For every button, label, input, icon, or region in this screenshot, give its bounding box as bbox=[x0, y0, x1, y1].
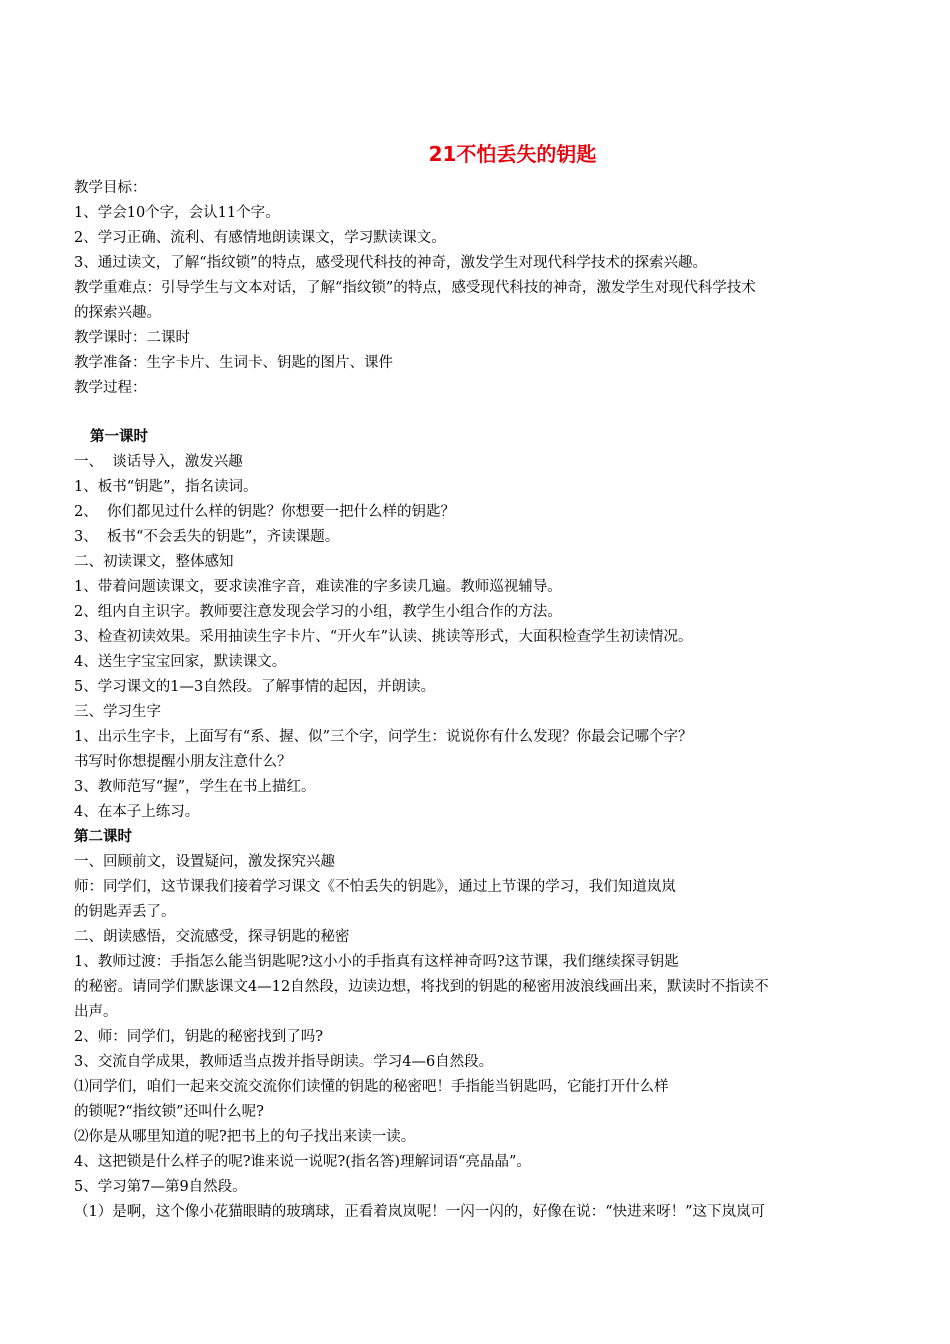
text-line: 二、朗读感悟，交流感受，探寻钥匙的秘密 bbox=[74, 929, 350, 945]
lesson-one-heading: 第一课时 bbox=[90, 429, 148, 445]
text-line: 的锁呢?“指纹锁”还叫什么呢? bbox=[74, 1104, 264, 1120]
text-line: 4、送生字宝宝回家，默读课文。 bbox=[74, 654, 287, 670]
text-line: 3、 板书“不会丢失的钥匙”，齐读课题。 bbox=[74, 529, 340, 545]
text-line: 2、组内自主识字。教师要注意发现会学习的小组，教学生小组合作的方法。 bbox=[74, 604, 562, 620]
text-line: ⑵你是从哪里知道的呢?把书上的句子找出来读一读。 bbox=[74, 1129, 416, 1145]
text-line: 1、出示生字卡，上面写有“系、握、似”三个字，问学生：说说你有什么发现？你最会记哪个字？ bbox=[74, 729, 693, 745]
text-line: 2、 你们都见过什么样的钥匙？你想要一把什么样的钥匙？ bbox=[74, 504, 455, 520]
text-line: 二、初读课文，整体感知 bbox=[74, 554, 234, 570]
text-line: 师：同学们，这节课我们接着学习课文《不怕丢失的钥匙》，通过上节课的学习，我们知道岚岚 bbox=[74, 879, 676, 895]
text-line: 2、学习正确、流利、有感情地朗读课文，学习默读课文。 bbox=[74, 230, 446, 246]
text-line: 1、板书“钥匙”，指名读词。 bbox=[74, 479, 258, 495]
text-line: 1、教师过渡：手指怎么能当钥匙呢?这小小的手指真有这样神奇吗?这节课，我们继续探寻钥匙 bbox=[74, 954, 679, 970]
text-line: （1）是啊，这个像小花猫眼睛的玻璃球，正看着岚岚呢！一闪一闪的，好像在说：“快进来呀！”这下岚岚可 bbox=[74, 1204, 766, 1220]
text-line: 4、在本子上练习。 bbox=[74, 804, 200, 820]
lesson-two-heading: 第二课时 bbox=[74, 829, 132, 845]
text-line: ⑴同学们，咱们一起来交流交流你们读懂的钥匙的秘密吧！手指能当钥匙吗，它能打开什么样 bbox=[74, 1079, 669, 1095]
text-line: 2、师：同学们，钥匙的秘密找到了吗? bbox=[74, 1029, 323, 1045]
text-line: 教学课时：二课时 bbox=[74, 330, 190, 346]
text-line: 5、学习第7—第9自然段。 bbox=[74, 1179, 247, 1195]
text-line: 3、交流自学成果，教师适当点拨并指导朗读。学习4—6自然段。 bbox=[74, 1054, 494, 1070]
text-line: 3、检查初读效果。采用抽读生字卡片、“开火车”认读、挑读等形式，大面积检查学生初读情况。 bbox=[74, 629, 693, 645]
text-line: 的秘密。请同学们默毖课文4—12自然段，边读边想，将找到的钥匙的秘密用波浪线画出来，默读时不指读不 bbox=[74, 979, 769, 995]
text-line: 的钥匙弄丢了。 bbox=[74, 904, 176, 920]
document-title: 21不怕丢失的钥匙 bbox=[428, 142, 597, 166]
text-line: 3、教师范写“握”，学生在书上描红。 bbox=[74, 779, 316, 795]
text-line: 教学过程： bbox=[74, 380, 147, 396]
intro-section bbox=[74, 176, 880, 401]
text-line: 1、带着问题读课文，要求读准字音，难读准的字多读几遍。教师巡视辅导。 bbox=[74, 579, 562, 595]
text-line: 教学准备：生字卡片、生词卡、钥匙的图片、课件 bbox=[74, 355, 393, 371]
text-line: 1、学会10个字，会认11个字。 bbox=[74, 205, 280, 221]
text-line: 教学重难点：引导学生与文本对话，了解“指纹锁”的特点，感受现代科技的神奇，激发学生对现代科学技术 bbox=[74, 280, 756, 296]
text-line: 教学目标： bbox=[74, 180, 147, 196]
text-line: 一、回顾前文，设置疑问，激发探究兴趣 bbox=[74, 854, 335, 870]
text-line: 一、 谈话导入，激发兴趣 bbox=[74, 454, 243, 470]
lesson-two-section bbox=[74, 825, 880, 1225]
text-line: 3、通过读文，了解“指纹锁”的特点，感受现代科技的神奇，激发学生对现代科学技术的探索兴趣。 bbox=[74, 255, 708, 271]
lesson-one-section bbox=[74, 425, 880, 825]
text-line: 出声。 bbox=[74, 1004, 118, 1020]
text-line: 4、这把锁是什么样子的呢?谁来说一说呢?(指名答)理解词语“亮晶晶”。 bbox=[74, 1154, 531, 1170]
text-line: 三、学习生字 bbox=[74, 704, 161, 720]
text-line: 书写时你想提醒小朋友注意什么？ bbox=[74, 754, 292, 770]
text-line: 5、学习课文的1—3自然段。了解事情的起因，并朗读。 bbox=[74, 679, 436, 695]
text-line: 的探索兴趣。 bbox=[74, 305, 161, 321]
